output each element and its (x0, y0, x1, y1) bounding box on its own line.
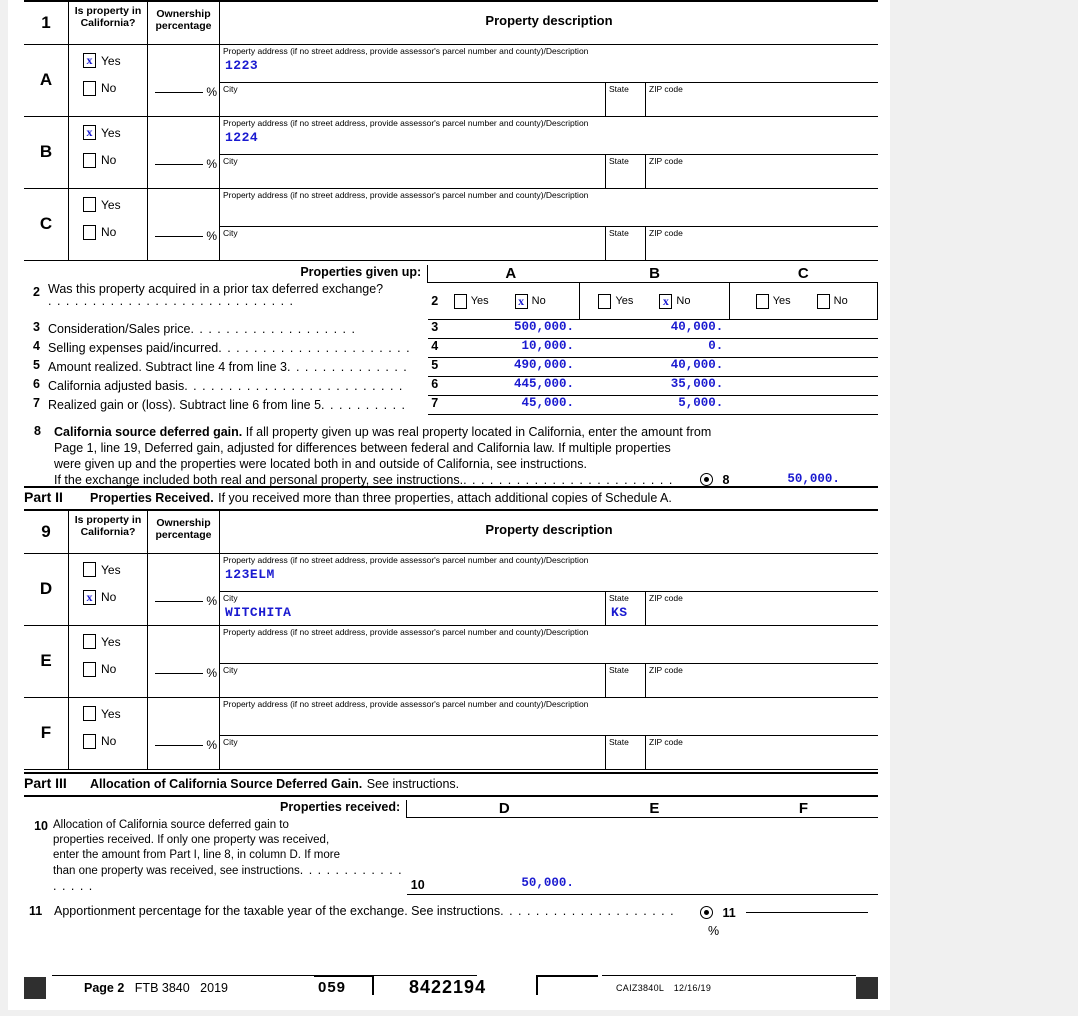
received-col-f-header: F (798, 800, 809, 817)
part1-row-a-ownership-cell[interactable] (148, 45, 220, 117)
line-3-box-number: 3 (428, 320, 442, 339)
part2-row-d-ownership-cell[interactable] (148, 554, 220, 626)
part1-row-a-yes-checkbox-row[interactable] (83, 53, 147, 68)
line-3-col-c-value[interactable] (729, 320, 877, 339)
line-11-number: 11 (29, 904, 43, 918)
part1-grid-header-row (24, 1, 878, 45)
line-8-value[interactable]: 50,000. (740, 472, 844, 487)
ftb-3840-schedule-a (24, 0, 878, 938)
part1-properties-given-up-grid (24, 0, 878, 261)
part1-row-a-state-label: State (609, 84, 629, 94)
line-5-label-cell (24, 358, 428, 377)
part1-row-c-percent-symbol: % (206, 229, 217, 243)
footer-code-top-rule (314, 975, 374, 978)
line-3-col-a-value[interactable]: 500,000. (442, 320, 580, 339)
part2-row-d-city-block (220, 592, 878, 625)
part2-name: Part II (24, 489, 63, 505)
part1-row-a-yes-checkbox[interactable]: x (83, 53, 96, 68)
line-6-label: California adjusted basis (48, 378, 185, 393)
part1-row-a-city-block (220, 83, 878, 116)
line-10-number: 10 (34, 818, 48, 833)
part2-row-e-no-checkbox-row[interactable] (83, 661, 147, 676)
line-5-label: Amount realized. Subtract line 4 from line 3 (48, 359, 288, 374)
footer-left-registration-block (24, 977, 46, 999)
line-2-label-cell (24, 283, 428, 320)
footer-code-059: 059 (318, 979, 347, 996)
line-8-text-4: If the exchange included both real and personal property, see instructions. (54, 473, 464, 487)
part2-title: Properties Received. (90, 491, 214, 505)
part1-row-b-yes-checkbox-row[interactable] (83, 125, 147, 140)
part1-row-b-zip-block[interactable] (645, 155, 878, 188)
line-4-number: 4 (33, 338, 40, 353)
part2-row-e-ownership-input[interactable] (155, 672, 203, 674)
line-8-text-2: Page 1, line 19, Deferred gain, adjusted for differences between federal and California law. If multiple properties (54, 441, 671, 455)
part1-row-b-address-value[interactable]: 1224 (225, 130, 259, 145)
given-up-line-3-row (24, 320, 878, 339)
line-10-text-1: Allocation of California source deferred gain to (53, 818, 289, 831)
part2-row-d-letter-cell (24, 554, 69, 626)
line-10-label-cell (24, 818, 407, 895)
part2-row-e-letter: E (40, 651, 52, 670)
line-4-label: Selling expenses paid/incurred (48, 340, 219, 355)
part2-row-f-letter: F (40, 723, 52, 742)
form-page (8, 0, 890, 1010)
line-6-col-c-value[interactable] (729, 377, 877, 396)
line-10-box-number: 10 (407, 818, 429, 895)
line-7-col-b-value[interactable]: 5,000. (580, 396, 729, 415)
line-2-col-c-yes-checkbox[interactable] (756, 294, 769, 309)
part1-row-b-state-block[interactable] (605, 155, 646, 188)
line-10-col-f-value[interactable] (729, 818, 878, 895)
line-7-col-a-value[interactable]: 45,000. (442, 396, 580, 415)
part1-row-a-no-checkbox-row[interactable] (83, 80, 147, 95)
part2-row-d-california-cell (69, 554, 148, 626)
line-2-col-a-yes-label: Yes (470, 295, 489, 307)
line-7-number: 7 (33, 395, 40, 410)
part2-row-f (24, 698, 878, 770)
line-8-answer-area (700, 471, 844, 489)
part2-row-e-city-label: City (223, 665, 238, 675)
footer-page-label: Page 2 (84, 981, 125, 995)
part3-line-10-row (24, 818, 878, 895)
given-up-col-c-header: C (797, 265, 809, 282)
part2-row-e (24, 626, 878, 698)
part1-row-c-letter-cell (24, 189, 69, 261)
part2-header-bar (24, 486, 878, 511)
part1-row-b-no-label: No (101, 153, 117, 168)
line-2-col-a-no-label: No (531, 295, 546, 307)
part1-row-b (24, 117, 878, 189)
part1-row-b-zip-label: ZIP code (649, 156, 683, 166)
line-8-text-1: If all property given up was real property located in California, enter the amount from (245, 425, 712, 439)
given-up-line-4-row (24, 339, 878, 358)
footer-form-id: FTB 3840 (134, 981, 190, 995)
part1-row-b-ownership-cell[interactable] (148, 117, 220, 189)
part1-line-number: 1 (41, 13, 51, 32)
line-6-box-number: 6 (428, 377, 442, 396)
line-2-col-b-no-label: No (676, 295, 691, 307)
line-11-percent-symbol: % (708, 923, 720, 938)
part2-row-e-yes-checkbox[interactable] (83, 634, 96, 649)
line-6-col-a-value[interactable]: 445,000. (442, 377, 580, 396)
part1-row-b-letter: B (39, 142, 53, 161)
part2-row-e-address-block[interactable] (220, 626, 878, 664)
line-11-value[interactable] (746, 912, 868, 913)
line-2-col-a-yes-checkbox[interactable] (454, 294, 467, 309)
part1-row-b-percent-symbol: % (206, 157, 217, 171)
part2-row-f-no-label: No (101, 734, 117, 749)
part2-row-d-city-label: City (223, 593, 238, 603)
part1-row-b-ownership-input[interactable] (155, 163, 203, 165)
part2-row-e-state-label: State (609, 665, 629, 675)
properties-received-allocation-table (24, 800, 878, 895)
line-2-col-c-yes-label: Yes (772, 295, 791, 307)
part2-row-d-no-checkbox-row[interactable] (83, 589, 147, 604)
footer-right-registration-block (856, 977, 878, 999)
line-6-leader-dots: . . . . . . . . . . . . . . . . . . . . . . . . . (184, 378, 404, 393)
part1-row-a-letter-cell (24, 45, 69, 117)
line-8-number: 8 (34, 424, 41, 438)
part3-title: Allocation of California Source Deferred Gain. (90, 777, 363, 791)
part2-row-f-city-label: City (223, 737, 238, 747)
part2-row-f-city-block (220, 736, 878, 769)
line-11-leader-dots: . . . . . . . . . . . . . . . . . . . . (500, 904, 675, 918)
part2-header-in-california-label: Is property in California? (74, 514, 142, 538)
line-2-col-a-no-checkbox[interactable]: x (515, 294, 528, 309)
line-4-col-b-value[interactable]: 0. (580, 339, 729, 358)
line-4-label-cell (24, 339, 428, 358)
part2-row-f-yes-checkbox-row[interactable] (83, 706, 147, 721)
line-6-label-cell (24, 377, 428, 396)
given-up-line-7-row (24, 396, 878, 415)
line-4-leader-dots: . . . . . . . . . . . . . . . . . . . . . . (218, 340, 411, 355)
part2-row-e-address-label: Property address (if no street address, provide assessor's parcel number and county)/Description (223, 627, 589, 637)
line-5-leader-dots: . . . . . . . . . . . . . . (287, 359, 408, 374)
line-2-box-number: 2 (428, 283, 442, 320)
line-4-col-c-value[interactable] (729, 339, 877, 358)
part2-header-ownership (148, 511, 220, 554)
part1-row-c-description-cell (220, 189, 879, 261)
part2-row-f-no-checkbox-row[interactable] (83, 733, 147, 748)
part1-row-a-zip-label: ZIP code (649, 84, 683, 94)
footer-doc-code-row (616, 983, 711, 993)
part1-row-a-description-cell (220, 45, 879, 117)
part2-row-d-no-checkbox[interactable]: x (83, 590, 96, 605)
part1-row-c-yes-checkbox-row[interactable] (83, 197, 147, 212)
footer-barcode-number: 8422194 (409, 977, 487, 997)
line-2-col-c-yesno (729, 283, 877, 320)
line-5-col-c-value[interactable] (729, 358, 877, 377)
line-2-leader-dots: . . . . . . . . . . . . . . . . . . . . . . . . . . . . (48, 293, 295, 308)
part2-header-description (220, 511, 879, 554)
part1-header-description (220, 1, 879, 45)
line-3-label: Consideration/Sales price (48, 321, 191, 336)
part1-header-ownership-label: Ownership percentage (155, 8, 212, 32)
part2-row-e-percent-symbol: % (206, 666, 217, 680)
part1-header-ownership (148, 1, 220, 45)
part2-row-f-ownership-cell[interactable] (148, 698, 220, 770)
footer-doc-date: 12/16/19 (673, 983, 712, 993)
line-8-radio-icon (700, 473, 713, 486)
page-footer (24, 968, 878, 1008)
part1-row-a-no-checkbox[interactable] (83, 81, 96, 96)
part2-grid-header-row (24, 511, 878, 554)
line-2-number: 2 (33, 284, 40, 299)
part1-row-a-california-cell (69, 45, 148, 117)
part1-row-a-city-label: City (223, 84, 238, 94)
given-up-header-label: Properties given up: (300, 265, 422, 279)
line-2-label: Was this property acquired in a prior tax deferred exchange? (48, 281, 384, 296)
line-8-marker-number: 8 (722, 472, 730, 487)
line-3-leader-dots: . . . . . . . . . . . . . . . . . . . (190, 321, 356, 336)
properties-given-up-table (24, 265, 878, 415)
line-11-marker-number: 11 (722, 905, 736, 920)
part1-row-a (24, 45, 878, 117)
line-5-col-a-value[interactable]: 490,000. (442, 358, 580, 377)
part2-row-d-percent-symbol: % (206, 594, 217, 608)
part2-row-d-yes-checkbox[interactable] (83, 562, 96, 577)
given-up-col-b-header: B (649, 265, 660, 282)
line-11-radio-icon (700, 906, 713, 919)
line-2-col-a-yesno (442, 283, 580, 320)
part2-row-f-zip-block[interactable] (645, 736, 878, 769)
line-3-number: 3 (33, 319, 40, 334)
part2-row-d-description-cell (220, 554, 879, 626)
part1-row-b-city-label: City (223, 156, 238, 166)
part2-row-f-yes-checkbox[interactable] (83, 706, 96, 721)
part2-row-d-zip-block[interactable] (645, 592, 878, 625)
line-11-text: Apportionment percentage for the taxable year of the exchange. See instructions (54, 904, 501, 918)
part2-row-d (24, 554, 878, 626)
line-2-col-c-no-checkbox[interactable] (817, 294, 830, 309)
line-10-col-e-value[interactable] (580, 818, 729, 895)
part2-line-number-cell (24, 511, 69, 554)
given-up-line-6-row (24, 377, 878, 396)
line-8-text-row-1 (54, 424, 814, 440)
line-4-col-a-value[interactable]: 10,000. (442, 339, 580, 358)
received-col-e-header: E (649, 800, 660, 817)
part1-row-c-california-cell (69, 189, 148, 261)
part2-row-e-yes-checkbox-row[interactable] (83, 634, 147, 649)
line-4-box-number: 4 (428, 339, 442, 358)
part2-row-e-description-cell (220, 626, 879, 698)
part3-name: Part III (24, 775, 67, 791)
part1-row-a-address-label: Property address (if no street address, provide assessor's parcel number and county)/Description (223, 46, 589, 56)
part2-row-d-state-block[interactable] (605, 592, 646, 625)
part1-row-a-yes-label: Yes (101, 53, 121, 68)
line-8-block (24, 424, 878, 486)
part1-line-number-cell (24, 1, 69, 45)
part1-row-a-no-label: No (101, 81, 117, 96)
part1-header-in-california-label: Is property in California? (74, 5, 142, 29)
line-2-col-b-yesno (580, 283, 729, 320)
part2-row-d-address-block[interactable] (220, 554, 878, 592)
part1-row-b-description-cell (220, 117, 879, 189)
footer-doc-top-rule-short (536, 975, 598, 978)
part1-row-a-percent-symbol: % (206, 85, 217, 99)
part2-row-d-zip-label: ZIP code (649, 593, 683, 603)
line-6-col-b-value[interactable]: 35,000. (580, 377, 729, 396)
part1-row-b-state-label: State (609, 156, 629, 166)
part2-row-e-zip-block[interactable] (645, 664, 878, 697)
part2-properties-received-grid (24, 511, 878, 770)
part1-row-c-zip-block[interactable] (645, 227, 878, 260)
given-up-column-header-row (24, 265, 878, 283)
line-7-box-number: 7 (428, 396, 442, 415)
part2-row-d-address-value[interactable]: 123ELM (225, 567, 275, 582)
part2-row-d-state-label: State (609, 593, 629, 603)
part1-row-c-letter: C (39, 214, 53, 233)
line-11-text-row (54, 904, 675, 918)
part1-row-c-city-label: City (223, 228, 238, 238)
part1-row-a-address-value[interactable]: 1223 (225, 58, 259, 73)
part2-row-d-no-label: No (101, 590, 117, 605)
part1-row-c-yes-checkbox[interactable] (83, 197, 96, 212)
part1-row-c-address-block[interactable] (220, 189, 878, 227)
given-up-line-2-row (24, 283, 878, 320)
line-11-block (24, 904, 878, 938)
part2-row-e-city-block (220, 664, 878, 697)
line-8-leader-dots: . . . . . . . . . . . . . . . . . . . . . . . . (463, 473, 674, 487)
line-10-text-row-4 (53, 863, 407, 895)
part1-row-c-city-block (220, 227, 878, 260)
line-10-leader-dots: . . . . . . . . . . . . . . . . . (53, 862, 403, 893)
part2-row-d-ownership-input[interactable] (155, 600, 203, 602)
part2-row-e-no-label: No (101, 662, 117, 677)
part1-row-b-letter-cell (24, 117, 69, 189)
part2-row-f-percent-symbol: % (206, 738, 217, 752)
part2-row-f-yes-label: Yes (101, 706, 121, 721)
part2-row-d-yes-checkbox-row[interactable] (83, 562, 147, 577)
part2-row-e-state-block[interactable] (605, 664, 646, 697)
part1-row-c-no-checkbox-row[interactable] (83, 224, 147, 239)
line-3-col-b-value[interactable]: 40,000. (580, 320, 729, 339)
part2-row-f-zip-label: ZIP code (649, 737, 683, 747)
footer-year: 2019 (200, 981, 228, 995)
line-5-col-b-value[interactable]: 40,000. (580, 358, 729, 377)
footer-doc-left-tick (536, 975, 538, 995)
footer-code-right-tick (372, 975, 374, 995)
part1-row-c-ownership-cell[interactable] (148, 189, 220, 261)
part2-subtitle: If you received more than three properties, attach additional copies of Schedule A. (218, 491, 672, 505)
footer-doc-top-rule-long (602, 975, 856, 977)
part2-row-e-yes-label: Yes (101, 634, 121, 649)
part2-row-f-state-block[interactable] (605, 736, 646, 769)
part1-row-b-california-cell (69, 117, 148, 189)
part2-row-e-letter-cell (24, 626, 69, 698)
received-header-label: Properties received: (279, 800, 401, 814)
part2-row-e-no-checkbox[interactable] (83, 662, 96, 677)
part1-row-a-address-block[interactable] (220, 45, 878, 83)
part2-row-f-description-cell (220, 698, 879, 770)
part1-row-b-no-checkbox-row[interactable] (83, 152, 147, 167)
line-7-label-cell (24, 396, 428, 415)
line-10-text-4: than one property was received, see instructions (53, 864, 300, 877)
line-5-number: 5 (33, 357, 40, 372)
part2-row-e-zip-label: ZIP code (649, 665, 683, 675)
part2-row-d-state-value[interactable]: KS (611, 605, 628, 620)
part2-row-f-address-label: Property address (if no street address, provide assessor's parcel number and county)/Description (223, 699, 589, 709)
part1-row-c-address-label: Property address (if no street address, provide assessor's parcel number and county)/Description (223, 190, 589, 200)
given-up-col-a-header: A (505, 265, 517, 282)
part2-row-d-address-label: Property address (if no street address, provide assessor's parcel number and county)/Description (223, 555, 589, 565)
footer-page-info (84, 981, 228, 995)
footer-doc-code: CAIZ3840L (616, 983, 664, 993)
part2-row-f-no-checkbox[interactable] (83, 734, 96, 749)
part1-row-a-ownership-input[interactable] (155, 91, 203, 93)
part1-row-c-state-block[interactable] (605, 227, 646, 260)
part2-row-f-ownership-input[interactable] (155, 744, 203, 746)
line-8-text-3: were given up and the properties were located both in and outside of California, see instructions. (54, 457, 587, 471)
part2-header-description-label: Property description (485, 522, 613, 537)
part1-row-c-no-checkbox[interactable] (83, 225, 96, 240)
part1-row-a-state-block[interactable] (605, 83, 646, 116)
part2-header-ownership-label: Ownership percentage (155, 517, 212, 541)
part1-row-c-no-label: No (101, 225, 117, 240)
part2-row-d-city-value[interactable]: WITCHITA (225, 605, 292, 620)
part2-row-f-address-block[interactable] (220, 698, 878, 736)
line-10-text-3: enter the amount from Part I, line 8, in column D. If more (53, 848, 340, 861)
line-2-col-b-yes-checkbox[interactable] (598, 294, 611, 309)
part2-header-in-california (69, 511, 148, 554)
line-11-answer-area (700, 904, 878, 940)
part3-subtitle: See instructions. (366, 777, 460, 791)
line-3-label-cell (24, 320, 428, 339)
part1-header-in-california (69, 1, 148, 45)
line-7-col-c-value[interactable] (729, 396, 877, 415)
line-2-col-c-no-label: No (833, 295, 848, 307)
part2-row-e-ownership-cell[interactable] (148, 626, 220, 698)
part1-row-c (24, 189, 878, 261)
line-10-text-2: properties received. If only one property was received, (53, 833, 330, 846)
line-7-label: Realized gain or (loss). Subtract line 6 from line 5 (48, 397, 322, 412)
part1-header-description-label: Property description (485, 13, 613, 28)
line-8-bold-lead: California source deferred gain. (54, 425, 243, 439)
line-2-col-b-no-checkbox[interactable]: x (659, 294, 672, 309)
part3-header-bar (24, 772, 878, 797)
part1-row-c-yes-label: Yes (101, 197, 121, 212)
part1-row-b-address-block[interactable] (220, 117, 878, 155)
part1-row-b-no-checkbox[interactable] (83, 153, 96, 168)
line-7-leader-dots: . . . . . . . . . . (321, 397, 407, 412)
part1-row-c-zip-label: ZIP code (649, 228, 683, 238)
part2-row-d-yes-label: Yes (101, 562, 121, 577)
part1-row-b-yes-checkbox[interactable]: x (83, 125, 96, 140)
part2-row-f-california-cell (69, 698, 148, 770)
line-5-box-number: 5 (428, 358, 442, 377)
part1-row-a-letter: A (39, 70, 53, 89)
part2-row-f-letter-cell (24, 698, 69, 770)
received-column-header-row (24, 800, 878, 818)
part2-line-number: 9 (41, 522, 51, 541)
given-up-line-5-row (24, 358, 878, 377)
received-col-d-header: D (498, 800, 510, 817)
part2-row-e-california-cell (69, 626, 148, 698)
part2-row-d-letter: D (39, 579, 53, 598)
part1-row-c-ownership-input[interactable] (155, 235, 203, 237)
part1-row-b-yes-label: Yes (101, 125, 121, 140)
part1-row-b-address-label: Property address (if no street address, provide assessor's parcel number and county)/Description (223, 118, 589, 128)
line-10-col-d-value[interactable]: 50,000. (429, 818, 580, 895)
part1-row-a-zip-block[interactable] (645, 83, 878, 116)
part1-row-b-city-block (220, 155, 878, 188)
line-6-number: 6 (33, 376, 40, 391)
line-2-col-b-yes-label: Yes (615, 295, 634, 307)
part1-row-c-state-label: State (609, 228, 629, 238)
part2-row-f-state-label: State (609, 737, 629, 747)
